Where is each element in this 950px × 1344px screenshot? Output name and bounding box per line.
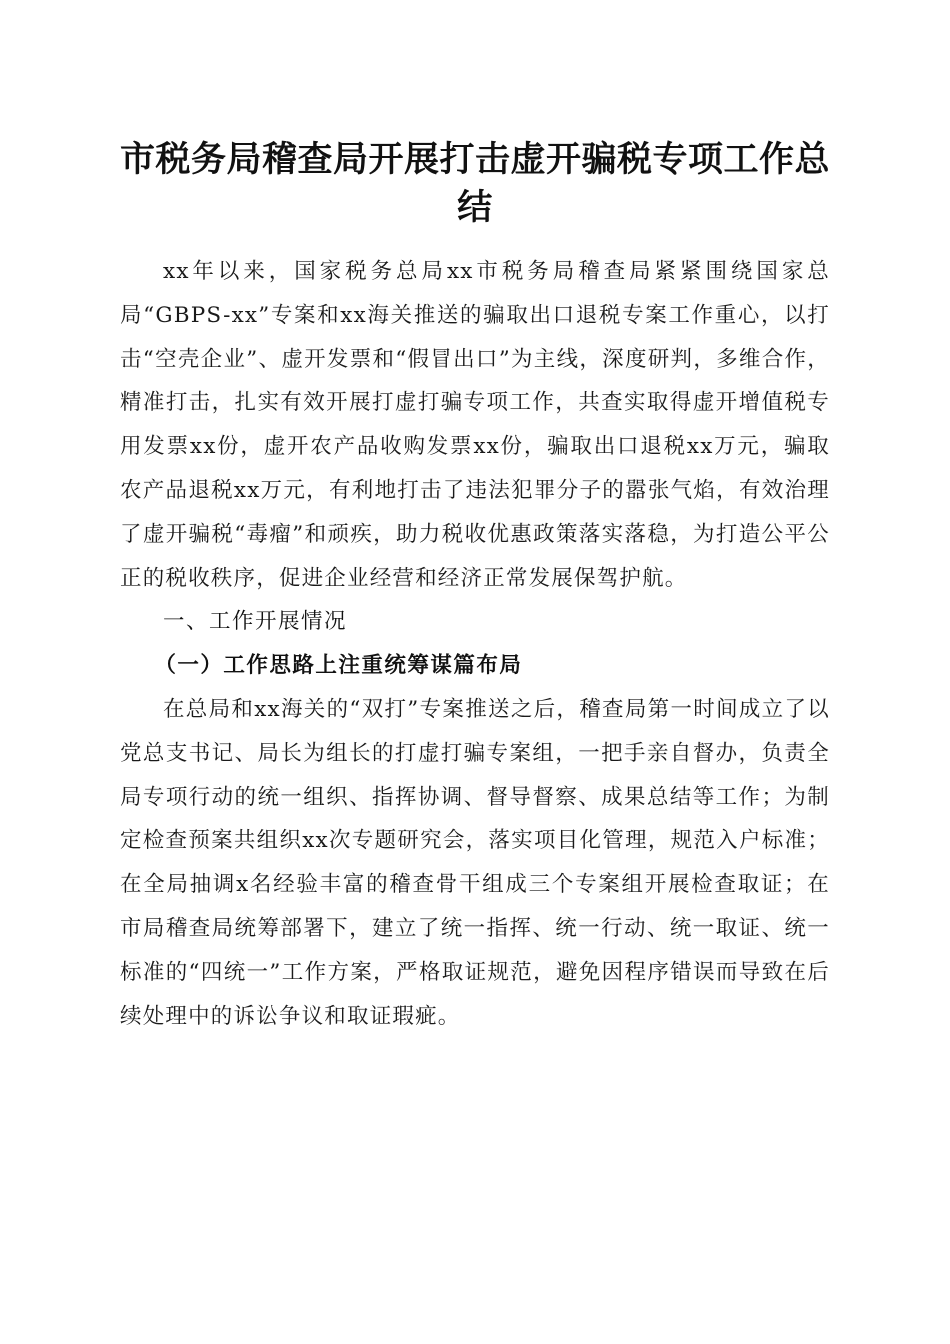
section-heading: 一、工作开展情况	[163, 609, 348, 635]
document-title: 市税务局稽查局开展打击虚开骗税专项工作总结	[119, 140, 830, 228]
document-body	[120, 250, 830, 1038]
subsection-heading: （一）工作思路上注重统筹谋篇布局	[154, 653, 523, 679]
subsection-paragraph: 在总局和xx海关的“双打”专案推送之后，稽查局第一时间成立了以党总支书记、局长为组长的打虚打骗专案组，一把手亲自督办，负责全局专项行动的统一组织、指挥协调、督导督察、成果总结等工作；为制定检查预案共组织xx次专题研究会，落实项目化管理，规范入户标准；在全局抽调x名经验丰富的稽查骨干组成三个专案组开展检查取证；在市局稽查局统筹部署下，建立了统一指挥、统一行动、统一取证、统一标准的“四统一”工作方案，严格取证规范，避免因程序错误而导致在后续处理中的诉讼争议和取证瑕疵。	[120, 696, 830, 1029]
intro-paragraph: xx年以来，国家税务总局xx市税务局稽查局紧紧围绕国家总局“GBPS-xx”专案和xx海关推送的骗取出口退税专案工作重心，以打击“空壳企业”、虚开发票和“假冒出口”为主线，深度研判，多维合作，精准打击，扎实有效开展打虚打骗专项工作，共查实取得虚开增值税专用发票xx份，虚开农产品收购发票xx份，骗取出口退税xx万元，骗取农产品退税xx万元，有利地打击了违法犯罪分子的嚣张气焰，有效治理了虚开骗税“毒瘤”和顽疾，助力税收优惠政策落实落稳，为打造公平公正的税收秩序，促进企业经营和经济正常发展保驾护航。	[120, 259, 830, 591]
